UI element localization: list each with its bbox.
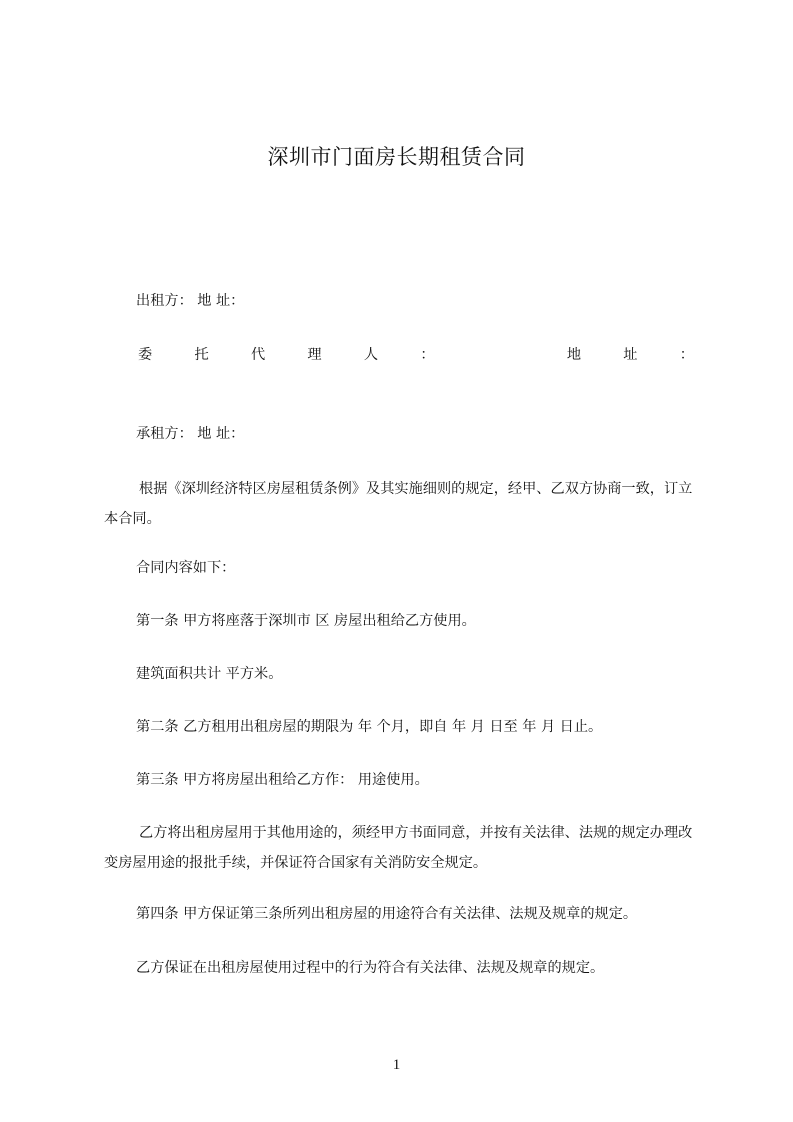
agent-char: ： — [420, 347, 435, 363]
article-3-detail — [104, 818, 704, 878]
article-4: 第四条 甲方保证第三条所列出租房屋的用途符合有关法律、法规及规章的规定。 — [136, 906, 638, 922]
agent-line — [138, 344, 694, 366]
agent-char: ： — [679, 347, 694, 363]
agent-char: 代 — [250, 347, 266, 363]
lessor-line: 出租方： 地 址： — [136, 293, 245, 309]
article-1: 第一条 甲方将座落于深圳市 区 房屋出租给乙方使用。 — [136, 613, 476, 629]
intro-text: 根据《深圳经济特区房屋租赁条例》及其实施细则的规定，经甲、乙双方协商一致，订立本合同。 — [104, 481, 693, 527]
article-3: 第三条 甲方将房屋出租给乙方作： 用途使用。 — [136, 772, 429, 788]
agent-char: 址 — [623, 347, 638, 363]
document-title: 深圳市门面房长期租赁合同 — [267, 145, 526, 169]
article-3-detail-text: 乙方将出租房屋用于其他用途的，须经甲方书面同意，并按有关法律、法规的规定办理改变房屋用途的报批手续，并保证符合国家有关消防安全规定。 — [104, 825, 693, 871]
agent-char: 地 — [566, 347, 582, 363]
intro-paragraph — [104, 474, 704, 534]
page-number: 1 — [392, 1057, 401, 1073]
article-2: 第二条 乙方租用出租房屋的期限为 年 个月，即自 年 月 日至 年 月 日止。 — [136, 719, 603, 735]
area-line: 建筑面积共计 平方米。 — [136, 666, 283, 682]
agent-char: 托 — [194, 347, 209, 363]
contents-heading: 合同内容如下： — [136, 560, 236, 576]
agent-char: 理 — [307, 347, 322, 363]
agent-char: 委 — [138, 347, 153, 363]
article-4-b: 乙方保证在出租房屋使用过程中的行为符合有关法律、法规及规章的规定。 — [136, 960, 605, 976]
lessee-line: 承租方： 地 址： — [136, 426, 245, 442]
agent-char: 人 — [363, 347, 379, 363]
